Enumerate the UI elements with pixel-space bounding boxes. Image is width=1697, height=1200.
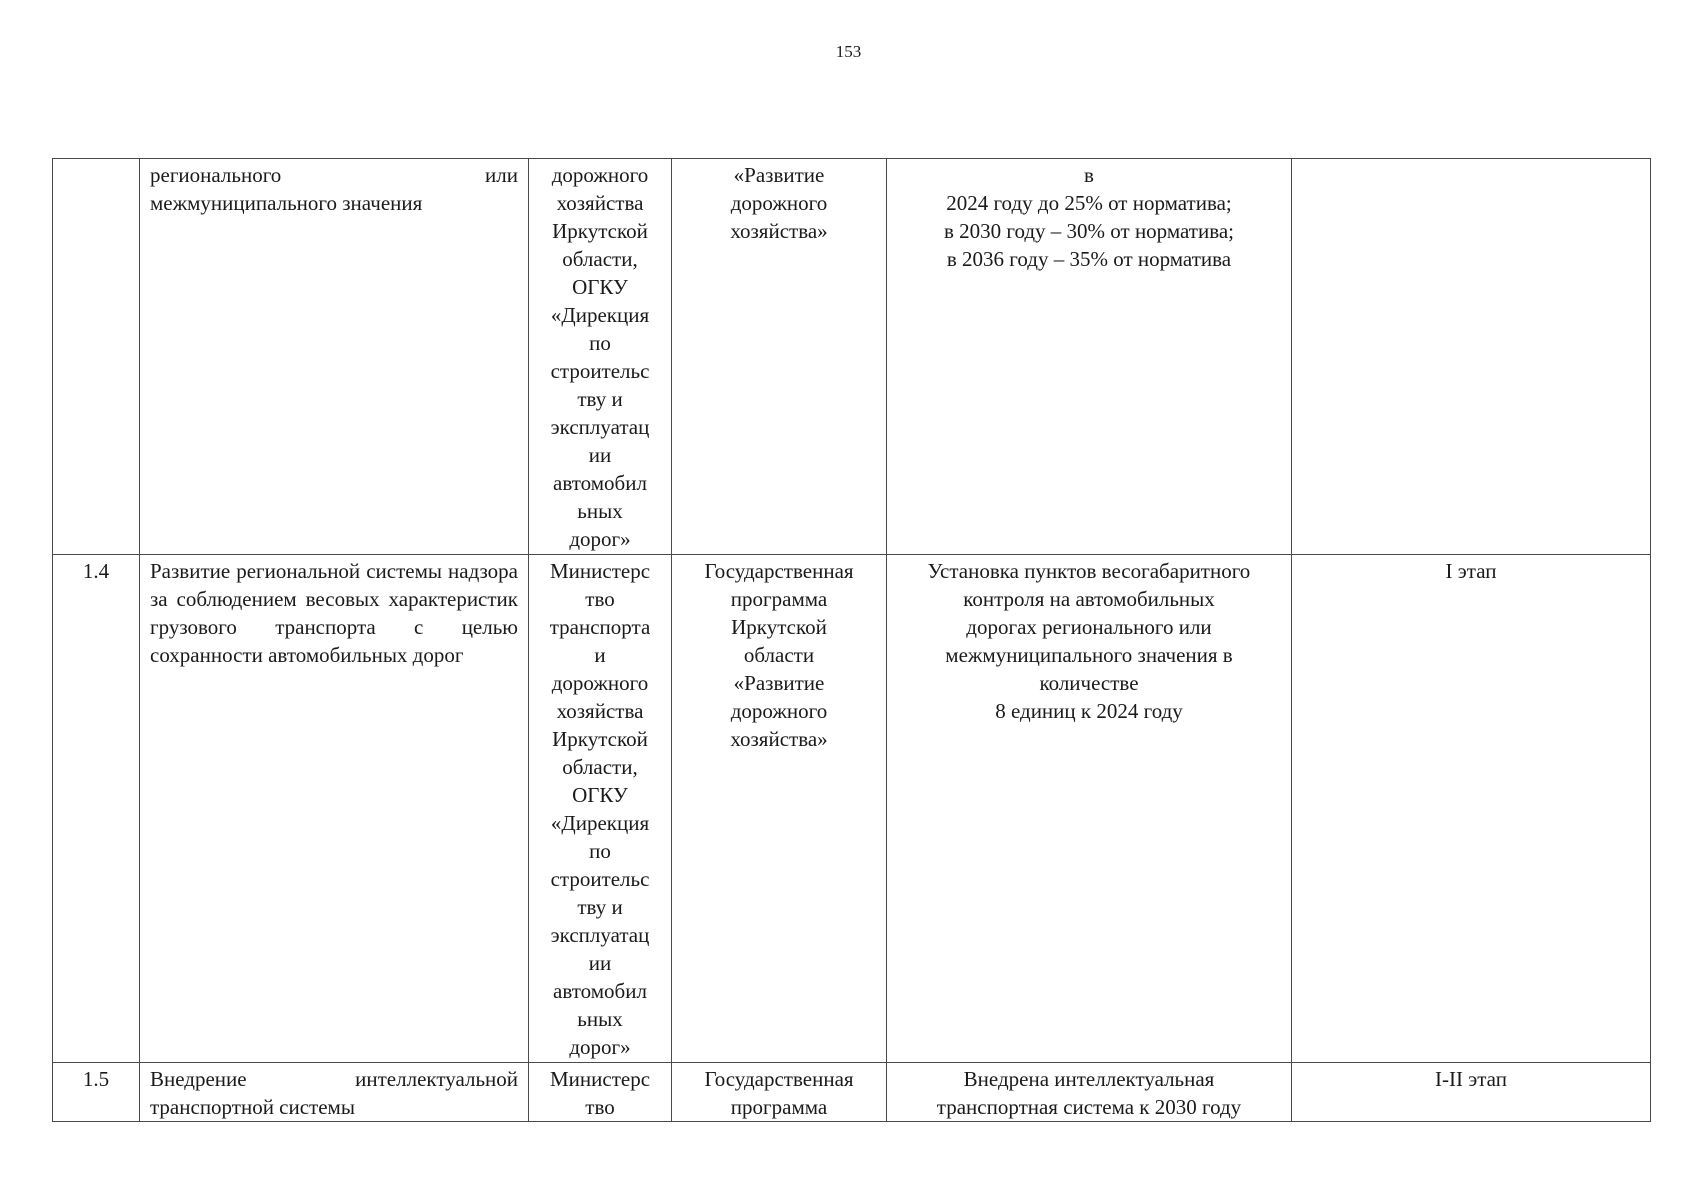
responsible-executor — [529, 1063, 672, 1122]
responsible-executor-text: Министерс тво — [549, 1067, 651, 1119]
responsible-executor — [529, 159, 672, 555]
state-program-text: Государственная программа Иркутской области «Развитие дорожного хозяйства» — [704, 559, 854, 751]
state-program — [672, 1063, 887, 1122]
measure-name-rest: межмуниципального значения — [150, 191, 423, 215]
row-number: 1.4 — [53, 555, 140, 1063]
expected-result-text: Установка пунктов весогабаритного контроля на автомобильных дорогах регионального или межмуниципального значения в количестве 8 единиц к 2024 году — [927, 559, 1251, 723]
state-program-text: «Развитие дорожного хозяйства» — [730, 163, 828, 243]
implementation-stage: I этап — [1292, 555, 1651, 1063]
state-program — [672, 555, 887, 1063]
responsible-executor — [529, 555, 672, 1063]
measure-name-word: регионального — [150, 163, 282, 187]
responsible-executor-text: дорожного хозяйства Иркутской области, ОГКУ «Дирекция по строительс тву и эксплуатац ии автомобил ьных дорог» — [550, 163, 650, 551]
table-row — [53, 555, 1651, 1063]
table-row — [53, 1063, 1651, 1122]
implementation-stage — [1292, 159, 1651, 555]
expected-result — [887, 555, 1292, 1063]
expected-result — [887, 1063, 1292, 1122]
row-number — [53, 159, 140, 555]
expected-result-text: в 2024 году до 25% от норматива; в 2030 году – 30% от норматива; в 2036 году – 35% от норматива — [943, 163, 1235, 271]
measures-table — [52, 158, 1651, 1122]
measure-name-text: Внедрение интеллектуальной транспортной системы — [150, 1067, 518, 1119]
state-program-text: Государственная программа — [704, 1067, 854, 1119]
measure-name-word: или — [485, 163, 518, 187]
row-number: 1.5 — [53, 1063, 140, 1122]
implementation-stage: I-II этап — [1292, 1063, 1651, 1122]
expected-result-text: Внедрена интеллектуальная транспортная система к 2030 году — [936, 1067, 1242, 1119]
table-row — [53, 159, 1651, 555]
state-program — [672, 159, 887, 555]
measure-name — [140, 159, 529, 555]
page-number: 153 — [835, 42, 862, 61]
measure-name-text: Развитие региональной системы надзора за соблюдением весовых характеристик грузового транспорта с целью сохранности автомобильных дорог — [150, 559, 518, 667]
expected-result — [887, 159, 1292, 555]
measure-name — [140, 555, 529, 1063]
measure-name — [140, 1063, 529, 1122]
responsible-executor-text: Министерс тво транспорта и дорожного хозяйства Иркутской области, ОГКУ «Дирекция по строительс тву и эксплуатац ии автомобил ьных дорог» — [549, 559, 651, 1059]
